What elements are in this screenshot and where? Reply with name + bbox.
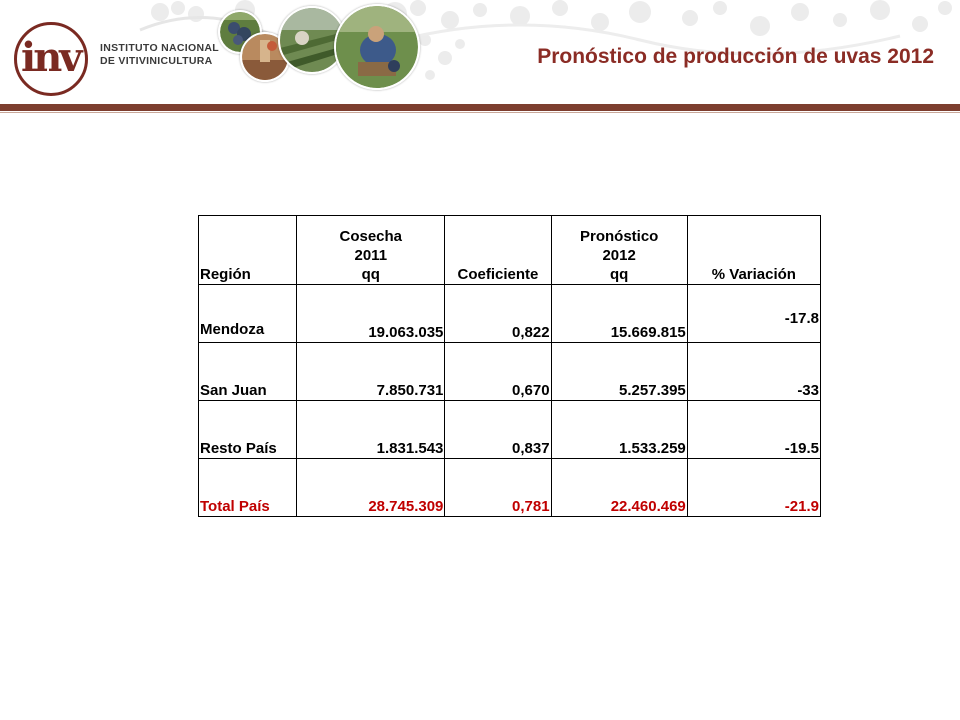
cell-pronostico: 1.533.259 (551, 401, 687, 459)
table-row-san-juan (199, 343, 821, 401)
inv-logo: inv (21, 34, 80, 81)
cell-pronostico: 15.669.815 (551, 285, 687, 343)
cell-variacion: -17.8 (687, 285, 820, 343)
cell-region: Mendoza (199, 285, 297, 343)
page-title: Pronóstico de producción de uvas 2012 (537, 45, 934, 68)
table-row-total (199, 459, 821, 517)
production-forecast-table (198, 215, 821, 517)
header-cosecha (297, 216, 445, 285)
header-divider-thin (0, 112, 960, 113)
institute-name-line1: INSTITUTO NACIONAL (100, 42, 219, 54)
cell-pronostico: 22.460.469 (551, 459, 687, 517)
cell-cosecha: 7.850.731 (297, 343, 445, 401)
table-header-row (199, 216, 821, 285)
cell-region: San Juan (199, 343, 297, 401)
cell-variacion: -21.9 (687, 459, 820, 517)
header-pronostico (551, 216, 687, 285)
header-region: Región (199, 216, 297, 285)
cell-coeficiente: 0,670 (445, 343, 551, 401)
header-pronostico-line1: Pronóstico (579, 228, 659, 245)
header-cosecha-line3: qq (361, 266, 380, 283)
cell-region: Resto País (199, 401, 297, 459)
header-cosecha-line1: Cosecha (339, 228, 403, 245)
table-row-resto-pais (199, 401, 821, 459)
cell-variacion: -19.5 (687, 401, 820, 459)
cell-coeficiente: 0,822 (445, 285, 551, 343)
cell-variacion: -33 (687, 343, 820, 401)
header-cosecha-line2: 2011 (354, 247, 388, 264)
cell-region: Total País (199, 459, 297, 517)
harvest-worker-photo (334, 4, 420, 90)
institute-name (100, 42, 219, 68)
header-variacion: % Variación (687, 216, 820, 285)
cell-cosecha: 28.745.309 (297, 459, 445, 517)
cell-coeficiente: 0,781 (445, 459, 551, 517)
cell-cosecha: 1.831.543 (297, 401, 445, 459)
header-coeficiente: Coeficiente (445, 216, 551, 285)
cell-pronostico: 5.257.395 (551, 343, 687, 401)
header-pronostico-line3: qq (609, 266, 629, 283)
cell-coeficiente: 0,837 (445, 401, 551, 459)
header-banner (0, 0, 960, 104)
header-divider (0, 104, 960, 111)
header-pronostico-line2: 2012 (602, 247, 636, 264)
cell-cosecha: 19.063.035 (297, 285, 445, 343)
table-row-mendoza (199, 285, 821, 343)
institute-name-line2: DE VITIVINICULTURA (100, 55, 213, 67)
